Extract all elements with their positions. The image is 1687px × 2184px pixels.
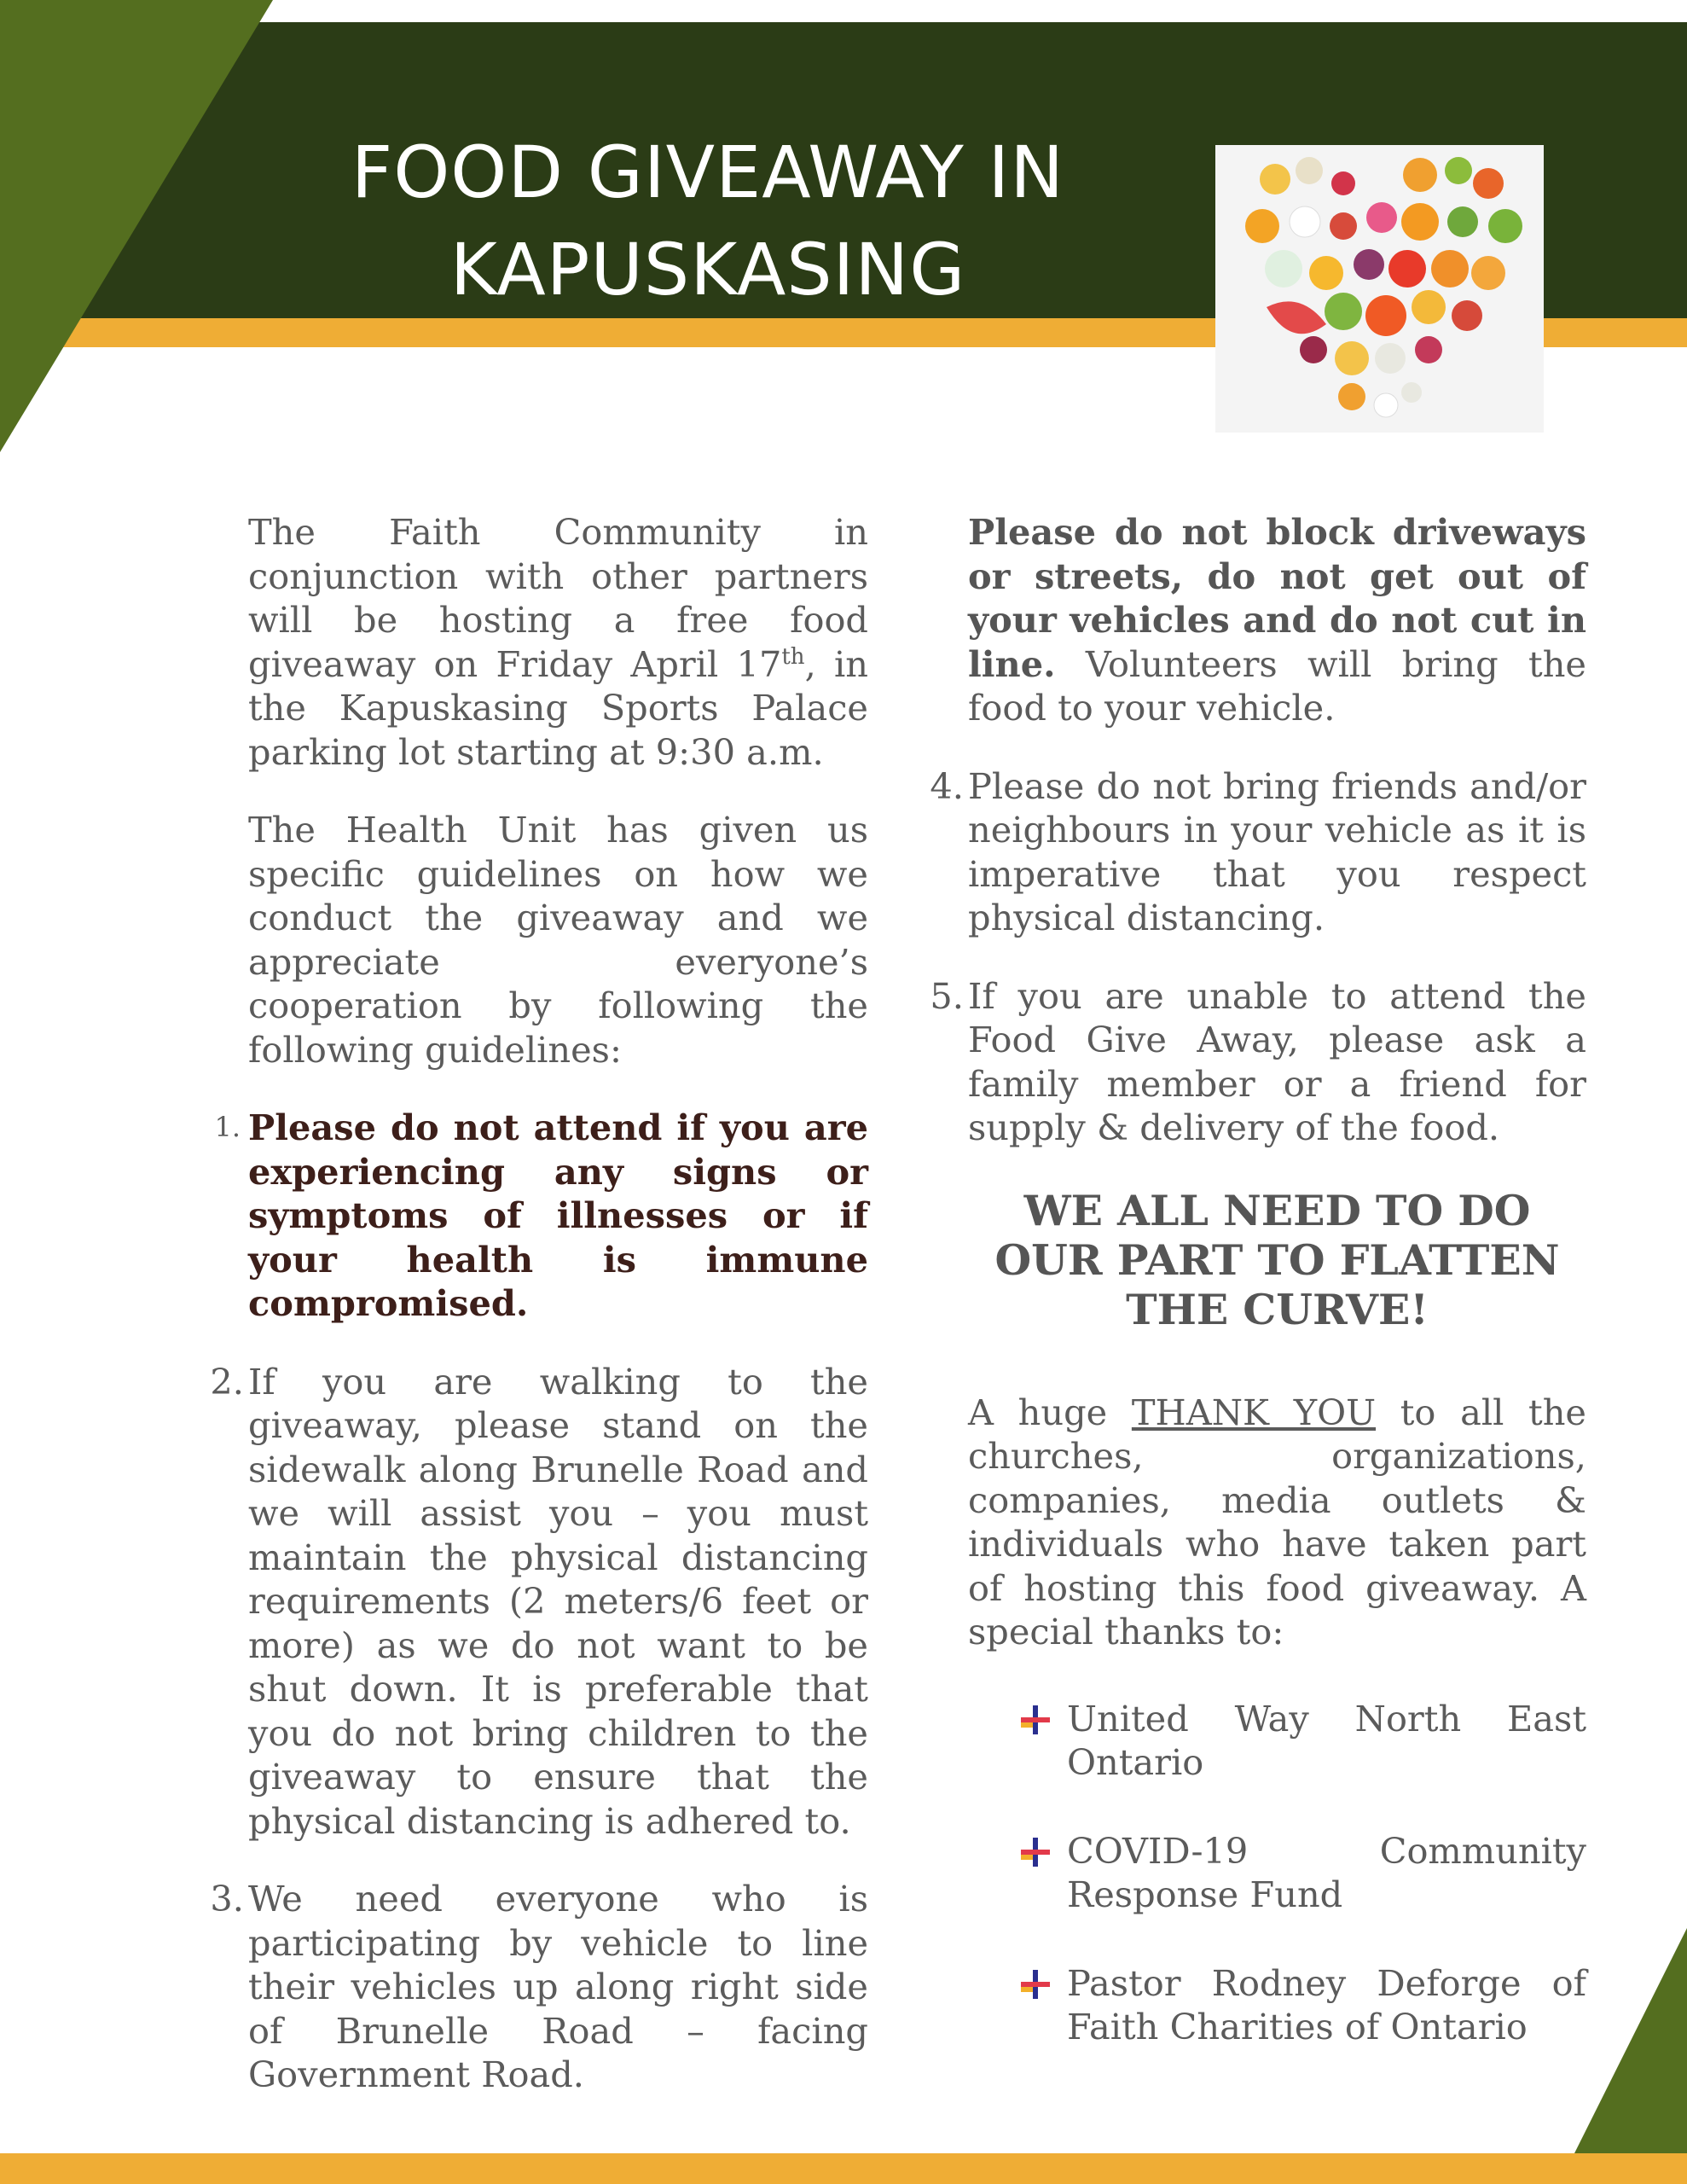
fruit-heart-icon <box>1215 145 1544 433</box>
thank-you-emphasis: THANK YOU <box>1131 1391 1377 1433</box>
corner-triangle-top-left <box>0 0 273 452</box>
sponsor-item: Pastor Rodney Deforge of Faith Charities of Ontario <box>968 1961 1586 2049</box>
item-number: 2. <box>210 1360 244 1403</box>
left-column <box>210 510 868 2097</box>
item-number: 3. <box>210 1878 244 1920</box>
item-text: We need everyone who is participating by vehicle to line their vehicles up along right side of Brunelle Road – facing Government Road. <box>248 1878 868 2095</box>
guideline-item-2 <box>210 1360 868 1844</box>
sponsor-item: United Way North East Ontario <box>968 1697 1586 1785</box>
volunteers-note: Volunteers will bring the food to your vehicle. <box>968 642 1586 729</box>
right-column <box>930 510 1586 2094</box>
guideline-item-3-continued <box>968 510 1586 730</box>
guideline-item-4 <box>930 764 1586 940</box>
item-number: 4. <box>930 764 964 807</box>
no-blocking-warning: Please do not block driveways or streets, do not get out of your vehicles and do not cut in line. <box>968 511 1586 685</box>
item-text: If you are walking to the giveaway, please stand on the sidewalk along Brunelle Road and we will assist you – you must maintain the physical distancing requirements (2 meters/6 feet or more) as we do not want to be shut down. It is preferable that you do not bring children to the giveaway to ensure that the physical distancing is adhered to. <box>248 1360 868 1842</box>
intro-paragraph-2: The Health Unit has given us specific guidelines on how we conduct the giveaway and we appreciate everyone’s cooperation by following the following guidelines: <box>248 809 868 1071</box>
plus-bullet-icon <box>1021 1705 1050 1734</box>
sponsor-list <box>968 1697 1586 2049</box>
item-number: 1. <box>214 1111 241 1143</box>
guideline-item-5 <box>930 974 1586 1150</box>
date-superscript: th <box>781 643 805 670</box>
plus-bullet-icon <box>1021 1970 1050 1999</box>
plus-bullet-icon <box>1021 1838 1050 1867</box>
page-title <box>281 124 1134 318</box>
title-line-1: FOOD GIVEAWAY IN <box>351 131 1065 214</box>
intro-paragraph-1: The Faith Community in conjunction with other partners will be hosting a free food giveaway on Friday April 17th, in the Kapuskasing Sports Palace parking lot starting at 9:30 a.m. <box>248 511 868 773</box>
footer-gold-stripe <box>0 2153 1687 2184</box>
item-text: Please do not bring friends and/or neighbours in your vehicle as it is imperative that you respect physical distancing. <box>968 764 1586 938</box>
title-line-2: KAPUSKASING <box>449 228 966 311</box>
item-number: 5. <box>930 974 964 1017</box>
flatten-curve-callout: WE ALL NEED TO DO OUR PART TO FLATTEN THE CURVE! <box>994 1185 1560 1334</box>
item-text: If you are unable to attend the Food Give Away, please ask a family member or a friend for supply & delivery of the food. <box>968 974 1586 1148</box>
item-text: Please do not attend if you are experiencing any signs or symptoms of illnesses or if your health is immune compromised. <box>248 1107 868 1324</box>
guideline-item-3 <box>210 1877 868 2097</box>
thanks-paragraph: A huge THANK YOU to all the churches, organizations, companies, media outlets & individuals who have taken part of hosting this food giveaway. A special thanks to: <box>968 1391 1586 1653</box>
sponsor-item: COVID-19 Community Response Fund <box>968 1829 1586 1917</box>
guideline-item-1 <box>214 1106 868 1326</box>
